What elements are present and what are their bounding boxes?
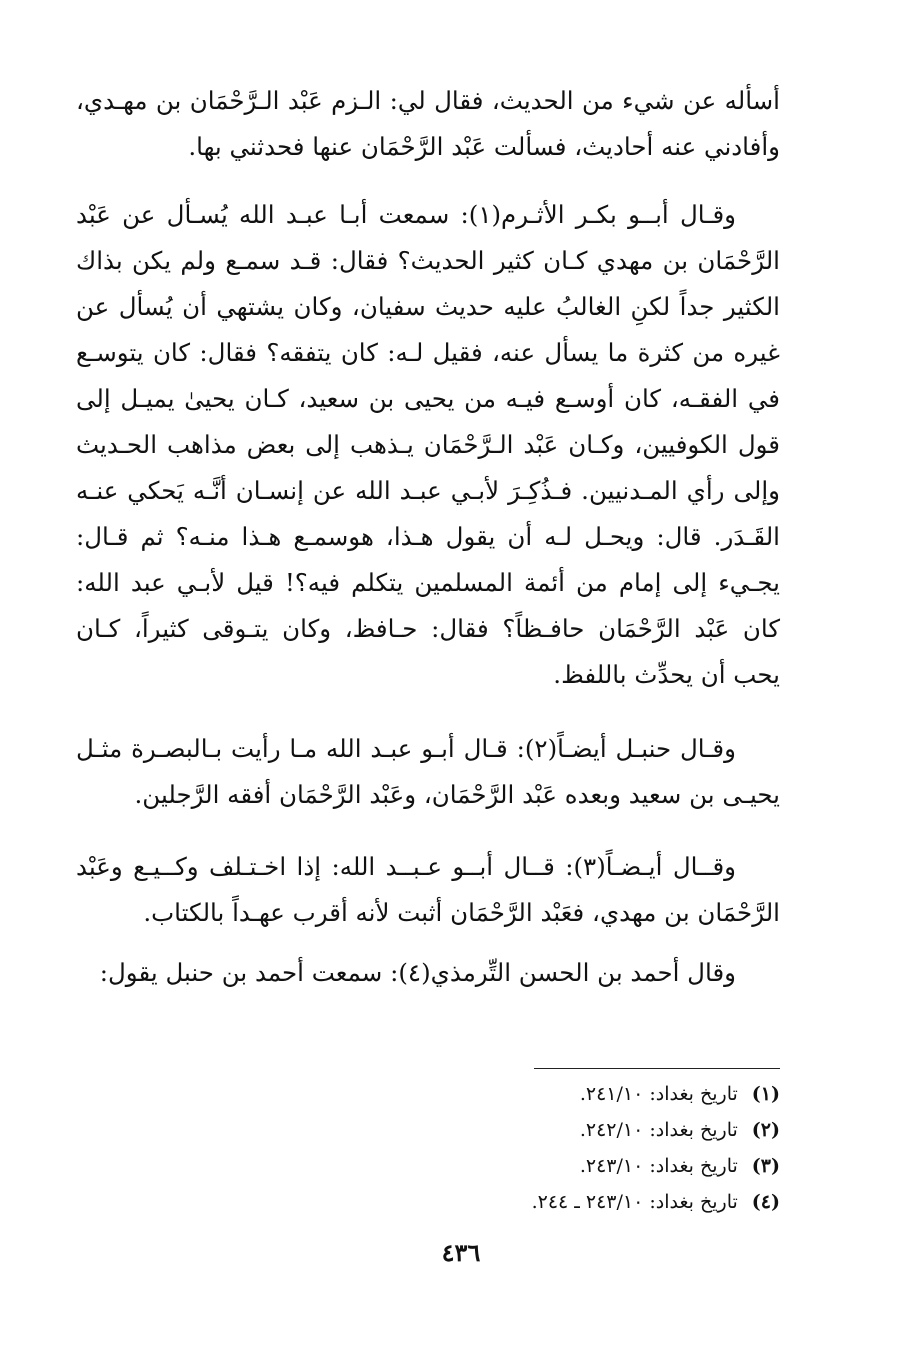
footnote-1 — [380, 1076, 780, 1112]
footnote-4 — [380, 1184, 780, 1220]
footnote-text: تاريخ بغداد: ٢٤٣/١٠. — [579, 1155, 738, 1177]
footnote-number: (٣) — [751, 1155, 780, 1177]
footnote-number: (١) — [751, 1083, 780, 1105]
footnote-number: (٢) — [751, 1119, 780, 1141]
body-text — [76, 78, 780, 996]
paragraph-5: وقال أحمد بن الحسن التِّرمذي(٤): سمعت أحمد بن حنبل يقول: — [99, 958, 736, 987]
footnote-3 — [380, 1148, 780, 1184]
paragraph-1: أسأله عن شيء من الحديث، فقال لي: الـزم عَبْد الـرَّحْمَان بن مهـدي، وأفادني عنه أحاديث، فسألت عَبْد الرَّحْمَان عنها فحدثني بها. — [76, 86, 780, 161]
footnote-2 — [380, 1112, 780, 1148]
footnote-text: تاريخ بغداد: ٢٤٢/١٠. — [579, 1119, 738, 1141]
footnote-number: (٤) — [751, 1191, 780, 1213]
paragraph-3: وقـال حنبـل أيضـاً(٢): قـال أبـو عبـد الله مـا رأيت بـالبصـرة مثـل يحيـى بن سعيد وبعده عَبْد الرَّحْمَان، وعَبْد الرَّحْمَان أفقه الرَّجلين. — [76, 734, 780, 809]
paragraph-4: وقــال أيـضـاً(٣): قــال أبــو عـبــد الله: إذا اخـتـلف وكــيـع وعَبْد الرَّحْمَان بن مهدي، فعَبْد الرَّحْمَان أثبت لأنه أقرب عهـداً بالكتاب. — [76, 852, 780, 927]
paragraph-2: وقـال أبــو بكـر الأثـرم(١): سمعت أبـا عبـد الله يُسـأل عن عَبْد الرَّحْمَان بن مهدي كـان كثير الحديث؟ فقال: قـد سمـع ولم يكن بذاك الكثير جداً لكنِ الغالبُ عليه حديث سفيان، وكان يشتهي أن يُسأل عن غيره من كثرة ما يسأل عنه، فقيل لـه: كان يتفقه؟ فقال: كان يتوسـع في الفقـه، كان أوسـع فيـه من يحيى بن سعيد، كـان يحيىٰ يميـل إلى قول الكوفيين، وكـان عَبْد الـرَّحْمَان يـذهب إلى بعض مذاهب الحـديث وإلى رأي المـدنيين. فـذُكِـرَ لأبـي عبـد الله عن إنسـان أنَّـه يَحكي عنـه القَـدَر. قال: ويحـل لـه أن يقول هـذا، هوسمـع هـذا منـه؟ ثم قـال: يجـيء إلى إمام من أئمة المسلمين يتكلم فيه؟! قيل لأبـي عبد الله: كان عَبْد الرَّحْمَان حافـظاً؟ فقال: حـافظ، وكان يتـوقى كثيراً، كـان يحب أن يحدِّث باللفظ. — [76, 200, 780, 689]
footnotes — [380, 1076, 780, 1220]
footnote-text: تاريخ بغداد: ٢٤٣/١٠ ـ ٢٤٤. — [531, 1191, 738, 1213]
footnote-divider — [534, 1068, 780, 1069]
page-number: ٤٣٦ — [441, 1238, 481, 1267]
footnote-text: تاريخ بغداد: ٢٤١/١٠. — [579, 1083, 738, 1105]
